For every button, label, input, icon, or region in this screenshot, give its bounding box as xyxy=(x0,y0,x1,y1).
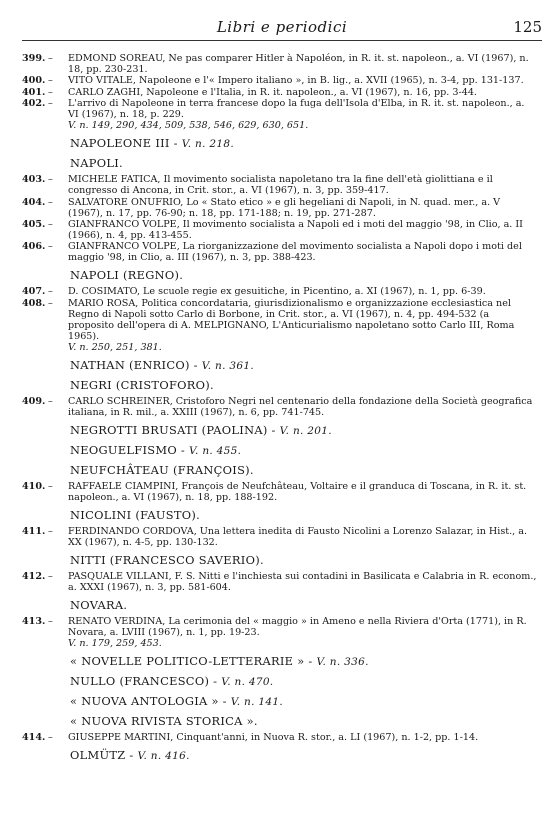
entry-citation: FERDINANDO CORDOVA, Una lettera inedita di Fausto Nicolini a Lorenzo Salazar, in Hist., a. XX (1967), n. 4-5, pp. 130-132. xyxy=(68,525,528,548)
heading-text: OLMÜTZ - xyxy=(70,747,134,762)
subject-heading xyxy=(70,464,537,477)
entry-citation: RAFFAELE CIAMPINI, François de Neufchâteau, Voltaire e il granduca di Toscana, in R. it. st. napoleon., a. VI (1967), n. 18, pp. 188-192. xyxy=(68,480,527,503)
entry-dash: – xyxy=(48,731,53,743)
subject-heading xyxy=(70,554,537,567)
entry-dash: – xyxy=(48,174,53,186)
entry-citation: L'arrivo di Napoleone in terra francese dopo la fuga dell'Isola d'Elba, in R. it. st. napoleon., a. VI (1967), n. 18, p. 229. xyxy=(68,98,525,121)
entry-citation: PASQUALE VILLANI, F. S. Nitti e l'inchiesta sui contadini in Basilicata e Calabria in R. econom., a. XXXI (1967), n. 3, pp. 581-604. xyxy=(68,570,537,593)
entry-number: 406. xyxy=(22,241,46,253)
entry-citation: D. COSIMATO, Le scuole regie ex gesuitiche, in Picentino, a. XI (1967), n. 1, pp. 6-39. xyxy=(68,286,486,298)
running-title: Libri e periodici xyxy=(216,18,348,36)
heading-text: NOVARA. xyxy=(70,597,128,612)
bibliography-entry xyxy=(22,732,537,743)
heading-text: « NUOVA RIVISTA STORICA ». xyxy=(70,713,258,728)
entry-citation: SALVATORE ONUFRIO, Lo « Stato etico » e gli hegeliani di Napoli, in N. quad. mer., a. V (1967), n. 17, pp. 76-90; n. 18, pp. 171-188; n. 19, pp. 271-287. xyxy=(68,196,501,219)
subject-heading xyxy=(70,509,537,522)
cross-reference: V. n. 179, 259, 453. xyxy=(68,637,162,649)
heading-cross-reference: V. n. 416. xyxy=(137,749,190,762)
heading-cross-reference: V. n. 361. xyxy=(201,359,254,372)
entry-citation: GIANFRANCO VOLPE, Il movimento socialista a Napoli ed i moti del maggio '98, in Clio, a. II (1966), n. 4, pp. 413-455. xyxy=(68,218,523,241)
subject-heading xyxy=(70,695,537,709)
bibliography-entry xyxy=(22,219,537,241)
bibliography-entry xyxy=(22,616,537,649)
heading-cross-reference: V. n. 470. xyxy=(221,675,274,688)
entry-number: 401. xyxy=(22,86,46,98)
heading-cross-reference: V. n. 218. xyxy=(181,138,234,151)
heading-text: NAPOLI (REGNO). xyxy=(70,268,184,283)
heading-text: NEGRI (CRISTOFORO). xyxy=(70,377,214,392)
bibliography-entry xyxy=(22,298,537,353)
heading-text: « NOVELLE POLITICO-LETTERARIE » - xyxy=(70,653,313,668)
entry-number: 410. xyxy=(22,480,46,492)
heading-text: NICOLINI (FAUSTO). xyxy=(70,507,201,522)
entry-number: 413. xyxy=(22,615,46,627)
bibliography-entry xyxy=(22,197,537,219)
heading-cross-reference: V. n. 141. xyxy=(230,695,283,708)
entry-citation: GIUSEPPE MARTINI, Cinquant'anni, in Nuova R. stor., a. LI (1967), n. 1-2, pp. 1-14. xyxy=(68,731,479,743)
entry-dash: – xyxy=(48,53,53,64)
subject-heading xyxy=(70,444,537,458)
bibliography-entry xyxy=(22,571,537,593)
entry-dash: – xyxy=(48,395,53,407)
bibliography-entry xyxy=(22,87,537,98)
entry-number: 412. xyxy=(22,570,46,582)
cross-reference: V. n. 149, 290, 434, 509, 538, 546, 629, 630, 651. xyxy=(68,120,309,132)
subject-heading xyxy=(70,379,537,392)
bibliography-entry xyxy=(22,241,537,263)
heading-text: « NUOVA ANTOLOGIA » - xyxy=(70,693,227,708)
subject-heading xyxy=(70,715,537,728)
subject-heading xyxy=(70,599,537,612)
heading-text: NULLO (FRANCESCO) - xyxy=(70,673,218,688)
subject-heading xyxy=(70,157,537,170)
subject-heading xyxy=(70,424,537,438)
entry-citation: CARLO SCHREINER, Cristoforo Negri nel centenario della fondazione della Società geografica italiana, in R. mil., a. XXIII (1967), n. 6, pp. 741-745. xyxy=(68,395,533,418)
bibliography-entry xyxy=(22,526,537,548)
entry-number: 403. xyxy=(22,174,46,186)
entry-number: 407. xyxy=(22,286,46,298)
entry-dash: – xyxy=(48,75,53,87)
bibliography-entry xyxy=(22,98,537,131)
heading-text: NITTI (FRANCESCO SAVERIO). xyxy=(70,552,264,567)
entry-number: 405. xyxy=(22,218,46,230)
heading-text: NAPOLEONE III - xyxy=(70,136,178,151)
entry-number: 408. xyxy=(22,297,46,309)
bibliography-entry xyxy=(22,53,537,75)
entry-citation: EDMOND SOREAU, Ne pas comparer Hitler à Napoléon, in R. it. st. napoleon., a. VI (1967), n. 18, pp. 230-231. xyxy=(68,53,529,75)
entry-citation: MICHELE FATICA, Il movimento socialista napoletano tra la fine dell'età giolittiana e il congresso di Ancona, in Crit. stor., a. VI (1967), n. 3, pp. 359-417. xyxy=(68,174,493,197)
bibliography-list xyxy=(22,53,537,767)
entry-number: 409. xyxy=(22,395,46,407)
subject-heading xyxy=(70,137,537,151)
entry-number: 404. xyxy=(22,196,46,208)
cross-reference: V. n. 250, 251, 381. xyxy=(68,341,162,353)
entry-dash: – xyxy=(48,615,53,627)
page-number: 125 xyxy=(513,18,542,36)
header-rule xyxy=(22,40,542,41)
bibliography-entry xyxy=(22,174,537,196)
heading-text: NEOGUELFISMO - xyxy=(70,442,186,457)
entry-dash: – xyxy=(48,286,53,298)
entry-citation: CARLO ZAGHI, Napoleone e l'Italia, in R. it. napoleon., a. VI (1967), n. 16, pp. 3-44. xyxy=(68,86,477,98)
entry-citation: MARIO ROSA, Politica concordataria, giurisdizionalismo e organizzazione ecclesiastica nel Regno di Napoli sotto Carlo di Borbone, in Crit. stor., a. VI (1967), n. 4, pp. 494-532 (a proposito dell'opera di A. MELPIGNANO, L'Anticurialismo napoletano sotto Carlo III, Roma 1965). xyxy=(68,297,515,342)
bibliography-entry xyxy=(22,75,537,86)
entry-dash: – xyxy=(48,241,53,253)
heading-cross-reference: V. n. 455. xyxy=(189,444,242,457)
entry-citation: VITO VITALE, Napoleone e l'« Impero italiano », in B. lig., a. XVII (1965), n. 3-4, pp. 131-137. xyxy=(68,75,524,87)
entry-number: 400. xyxy=(22,75,46,87)
entry-dash: – xyxy=(48,86,53,98)
entry-dash: – xyxy=(48,570,53,582)
entry-dash: – xyxy=(48,196,53,208)
bibliography-entry xyxy=(22,396,537,418)
entry-dash: – xyxy=(48,525,53,537)
subject-heading xyxy=(70,655,537,669)
entry-number: 411. xyxy=(22,525,46,537)
entry-number: 399. xyxy=(22,53,46,64)
heading-text: NAPOLI. xyxy=(70,156,123,171)
entry-number: 414. xyxy=(22,731,46,743)
heading-text: NEUFCHÂTEAU (FRANÇOIS). xyxy=(70,462,254,477)
page-header xyxy=(22,18,542,36)
entry-citation: GIANFRANCO VOLPE, La riorganizzazione del movimento socialista a Napoli dopo i moti del maggio '98, in Clio, a. III (1967), n. 3, pp. 388-423. xyxy=(68,241,522,264)
entry-citation: RENATO VERDINA, La cerimonia del « maggio » in Ameno e nella Riviera d'Orta (1771), in R. Novara, a. LVIII (1967), n. 1, pp. 19-23. xyxy=(68,615,527,638)
entry-dash: – xyxy=(48,480,53,492)
entry-dash: – xyxy=(48,98,53,110)
entry-number: 402. xyxy=(22,98,46,110)
heading-cross-reference: V. n. 336. xyxy=(316,655,369,668)
entry-dash: – xyxy=(48,218,53,230)
bibliography-entry xyxy=(22,286,537,297)
subject-heading xyxy=(70,269,537,282)
bibliography-entry xyxy=(22,481,537,503)
heading-text: NATHAN (ENRICO) - xyxy=(70,357,198,372)
subject-heading xyxy=(70,749,537,763)
heading-text: NEGROTTI BRUSATI (PAOLINA) - xyxy=(70,422,276,437)
subject-heading xyxy=(70,359,537,373)
entry-dash: – xyxy=(48,297,53,309)
subject-heading xyxy=(70,675,537,689)
heading-cross-reference: V. n. 201. xyxy=(279,424,332,437)
